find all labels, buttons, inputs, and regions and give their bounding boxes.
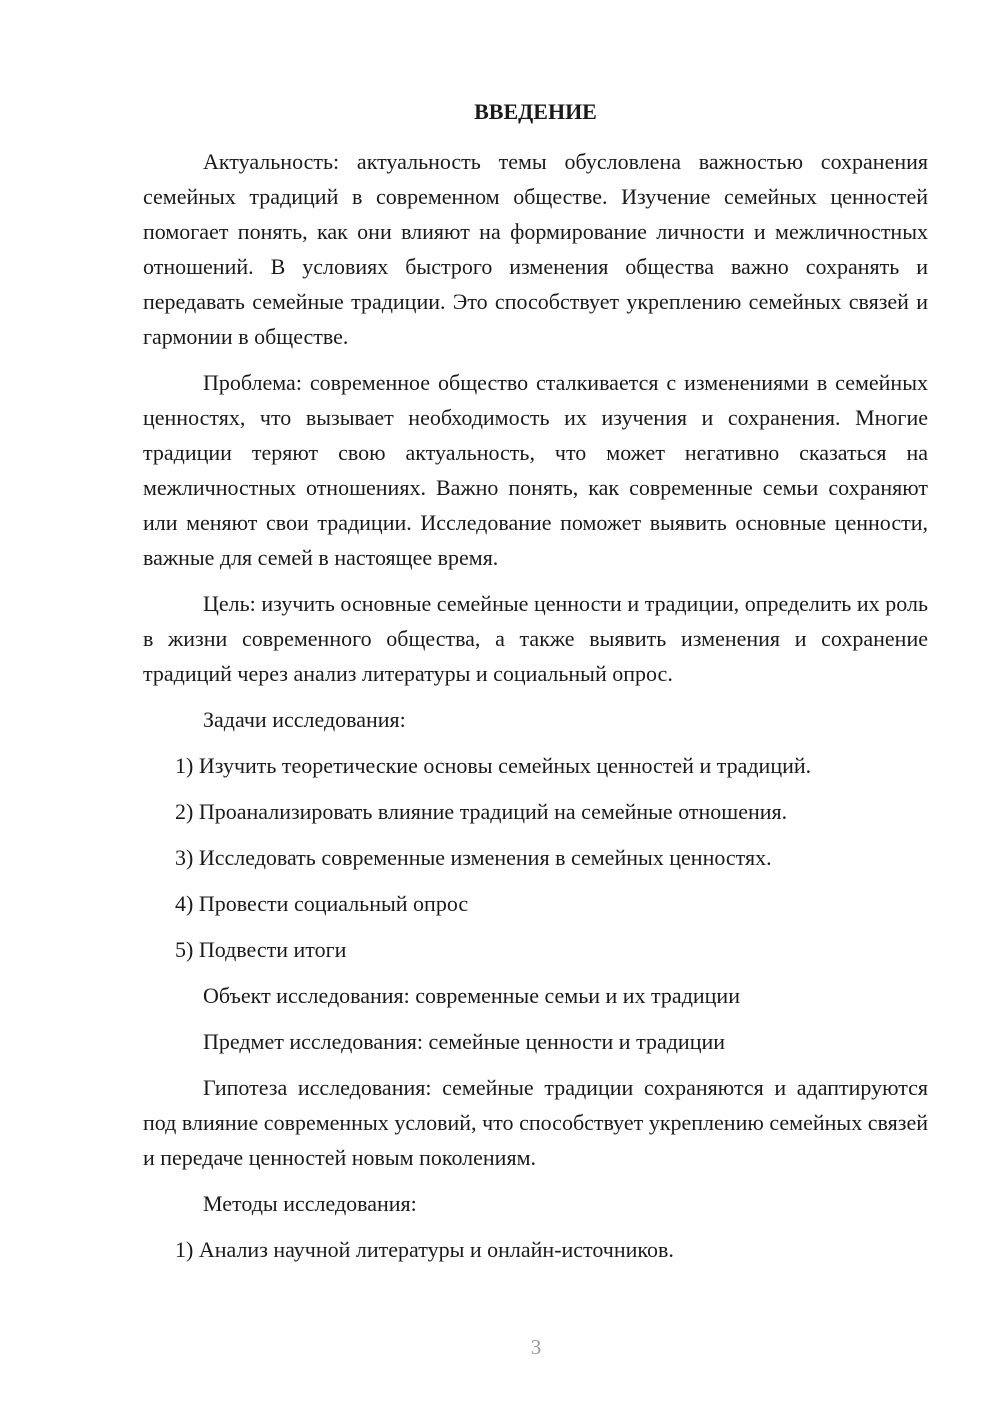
goal-paragraph: Цель: изучить основные семейные ценности и традиции, определить их роль в жизни современного общества, а также выявить изменения и сохранение традиций через анализ литературы и социальный опрос.	[143, 591, 928, 686]
page-title: ВВЕДЕНИЕ	[474, 99, 597, 124]
task-item: 3) Исследовать современные изменения в семейных ценностях.	[175, 845, 772, 870]
page-number: 3	[530, 1335, 542, 1359]
hypothesis-paragraph: Гипотеза исследования: семейные традиции сохраняются и адаптируются под влияние современных условий, что способствует укреплению семейных связей и передаче ценностей новым поколениям.	[143, 1075, 928, 1170]
method-item: 1) Анализ научной литературы и онлайн-источников.	[175, 1237, 674, 1262]
relevance-paragraph: Актуальность: актуальность темы обусловлена важностью сохранения семейных традиций в современном обществе. Изучение семейных ценностей помогает понять, как они влияют на формирование личности и межличностных отношений. В условиях быстрого изменения общества важно сохранять и передавать семейные традиции. Это способствует укреплению семейных связей и гармонии в обществе.	[143, 149, 928, 349]
methods-heading: Методы исследования:	[203, 1191, 417, 1216]
research-subject: Предмет исследования: семейные ценности и традиции	[203, 1029, 726, 1054]
task-item: 4) Провести социальный опрос	[175, 891, 469, 916]
task-item: 2) Проанализировать влияние традиций на семейные отношения.	[175, 799, 788, 824]
task-item: 1) Изучить теоретические основы семейных ценностей и традиций.	[175, 753, 812, 778]
task-item: 5) Подвести итоги	[175, 937, 347, 962]
research-object: Объект исследования: современные семьи и их традиции	[203, 983, 740, 1008]
tasks-heading: Задачи исследования:	[203, 707, 406, 732]
document-body	[143, 144, 928, 1278]
problem-paragraph: Проблема: современное общество сталкивается с изменениями в семейных ценностях, что вызывает необходимость их изучения и сохранения. Многие традиции теряют свою актуальность, что может негативно сказаться на межличностных отношениях. Важно понять, как современные семьи сохраняют или меняют свои традиции. Исследование поможет выявить основные ценности, важные для семей в настоящее время.	[143, 370, 928, 570]
